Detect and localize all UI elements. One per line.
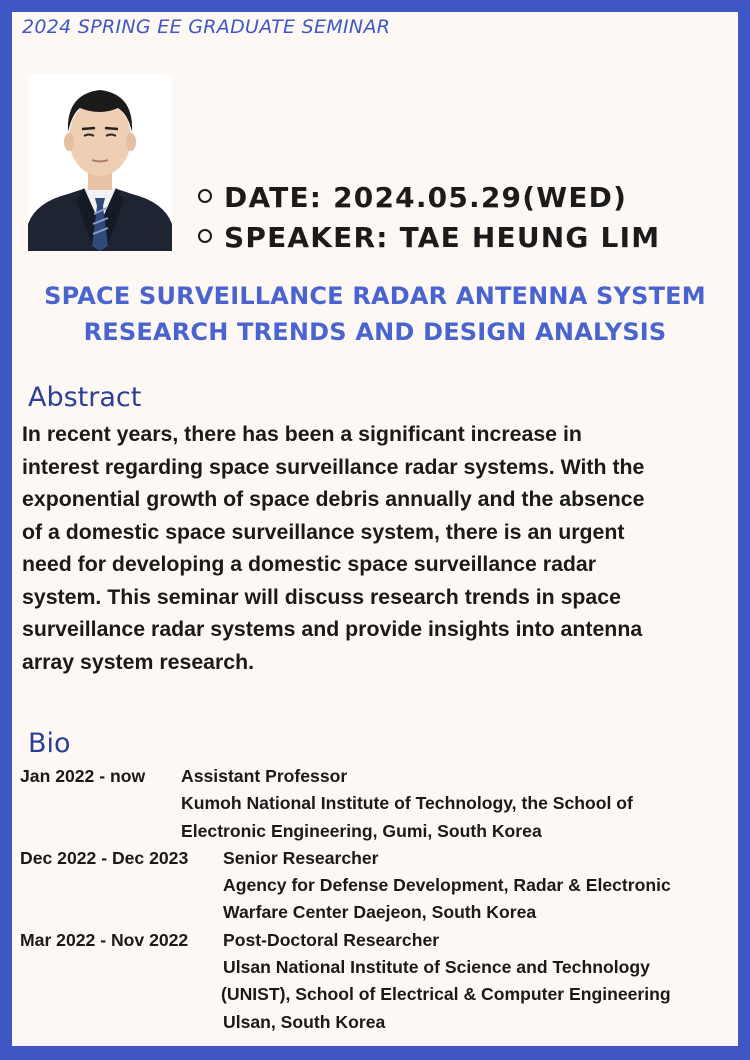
bio-entry-detail: Warfare Center Daejeon, South Korea <box>223 902 537 923</box>
bio-entry-date: Mar 2022 - Nov 2022 <box>20 929 189 950</box>
seminar-title-line: SPACE SURVEILLANCE RADAR ANTENNA SYSTEM <box>44 282 706 310</box>
seminar-title-line: RESEARCH TRENDS AND DESIGN ANALYSIS <box>83 318 667 346</box>
bio-entry-detail: Ulsan, South Korea <box>223 1011 386 1032</box>
bio-entry-detail: Kumoh National Institute of Technology, the School of <box>181 793 633 814</box>
bio-entry <box>20 845 736 927</box>
bio-entry-role: Post-Doctoral Researcher <box>223 929 440 950</box>
circle-bullet-icon <box>198 229 212 243</box>
abstract-line: In recent years, there has been a significant increase in <box>22 422 582 446</box>
speaker-name: SPEAKER: TAE HEUNG LIM <box>224 221 661 254</box>
seminar-series-title: 2024 SPRING EE GRADUATE SEMINAR <box>22 16 391 38</box>
bio-entry <box>20 927 736 1036</box>
abstract-line: need for developing a domestic space surveillance radar <box>22 552 597 576</box>
speaker-row <box>198 218 660 258</box>
abstract-heading: Abstract <box>28 382 142 413</box>
bio-entry-role: Senior Researcher <box>223 847 379 868</box>
circle-bullet-icon <box>198 189 212 203</box>
bio-entry-date: Jan 2022 - now <box>20 766 146 786</box>
seminar-poster <box>12 12 738 1046</box>
abstract-line: array system research. <box>22 649 255 674</box>
bio-entry-detail: Agency for Defense Development, Radar & Electronic <box>223 875 671 896</box>
abstract-line: surveillance radar systems and provide insights into antenna <box>22 617 643 641</box>
seminar-title <box>12 278 738 350</box>
abstract-line: of a domestic space surveillance system, there is an urgent <box>22 519 625 544</box>
seminar-date: DATE: 2024.05.29(WED) <box>224 181 628 214</box>
bio-list <box>20 763 736 1036</box>
bio-entry-role: Assistant Professor <box>181 766 348 786</box>
bio-entry <box>20 763 736 845</box>
abstract-line: interest regarding space surveillance radar systems. With the <box>22 454 645 479</box>
bio-entry-detail: Ulsan National Institute of Science and Technology <box>223 957 650 978</box>
speaker-portrait-image <box>28 74 172 251</box>
abstract-line: exponential growth of space debris annually and the absence <box>22 487 645 511</box>
bio-heading: Bio <box>28 728 71 759</box>
abstract-body <box>22 418 732 678</box>
date-row <box>198 178 660 218</box>
speaker-photo <box>28 74 172 251</box>
seminar-info <box>198 178 660 258</box>
bio-entry-detail: Electronic Engineering, Gumi, South Korea <box>181 820 542 841</box>
bio-entry-date: Dec 2022 - Dec 2023 <box>20 847 189 868</box>
bio-entry-detail: (UNIST), School of Electrical & Computer Engineering <box>221 984 671 1005</box>
abstract-line: system. This seminar will discuss research trends in space <box>22 584 621 609</box>
